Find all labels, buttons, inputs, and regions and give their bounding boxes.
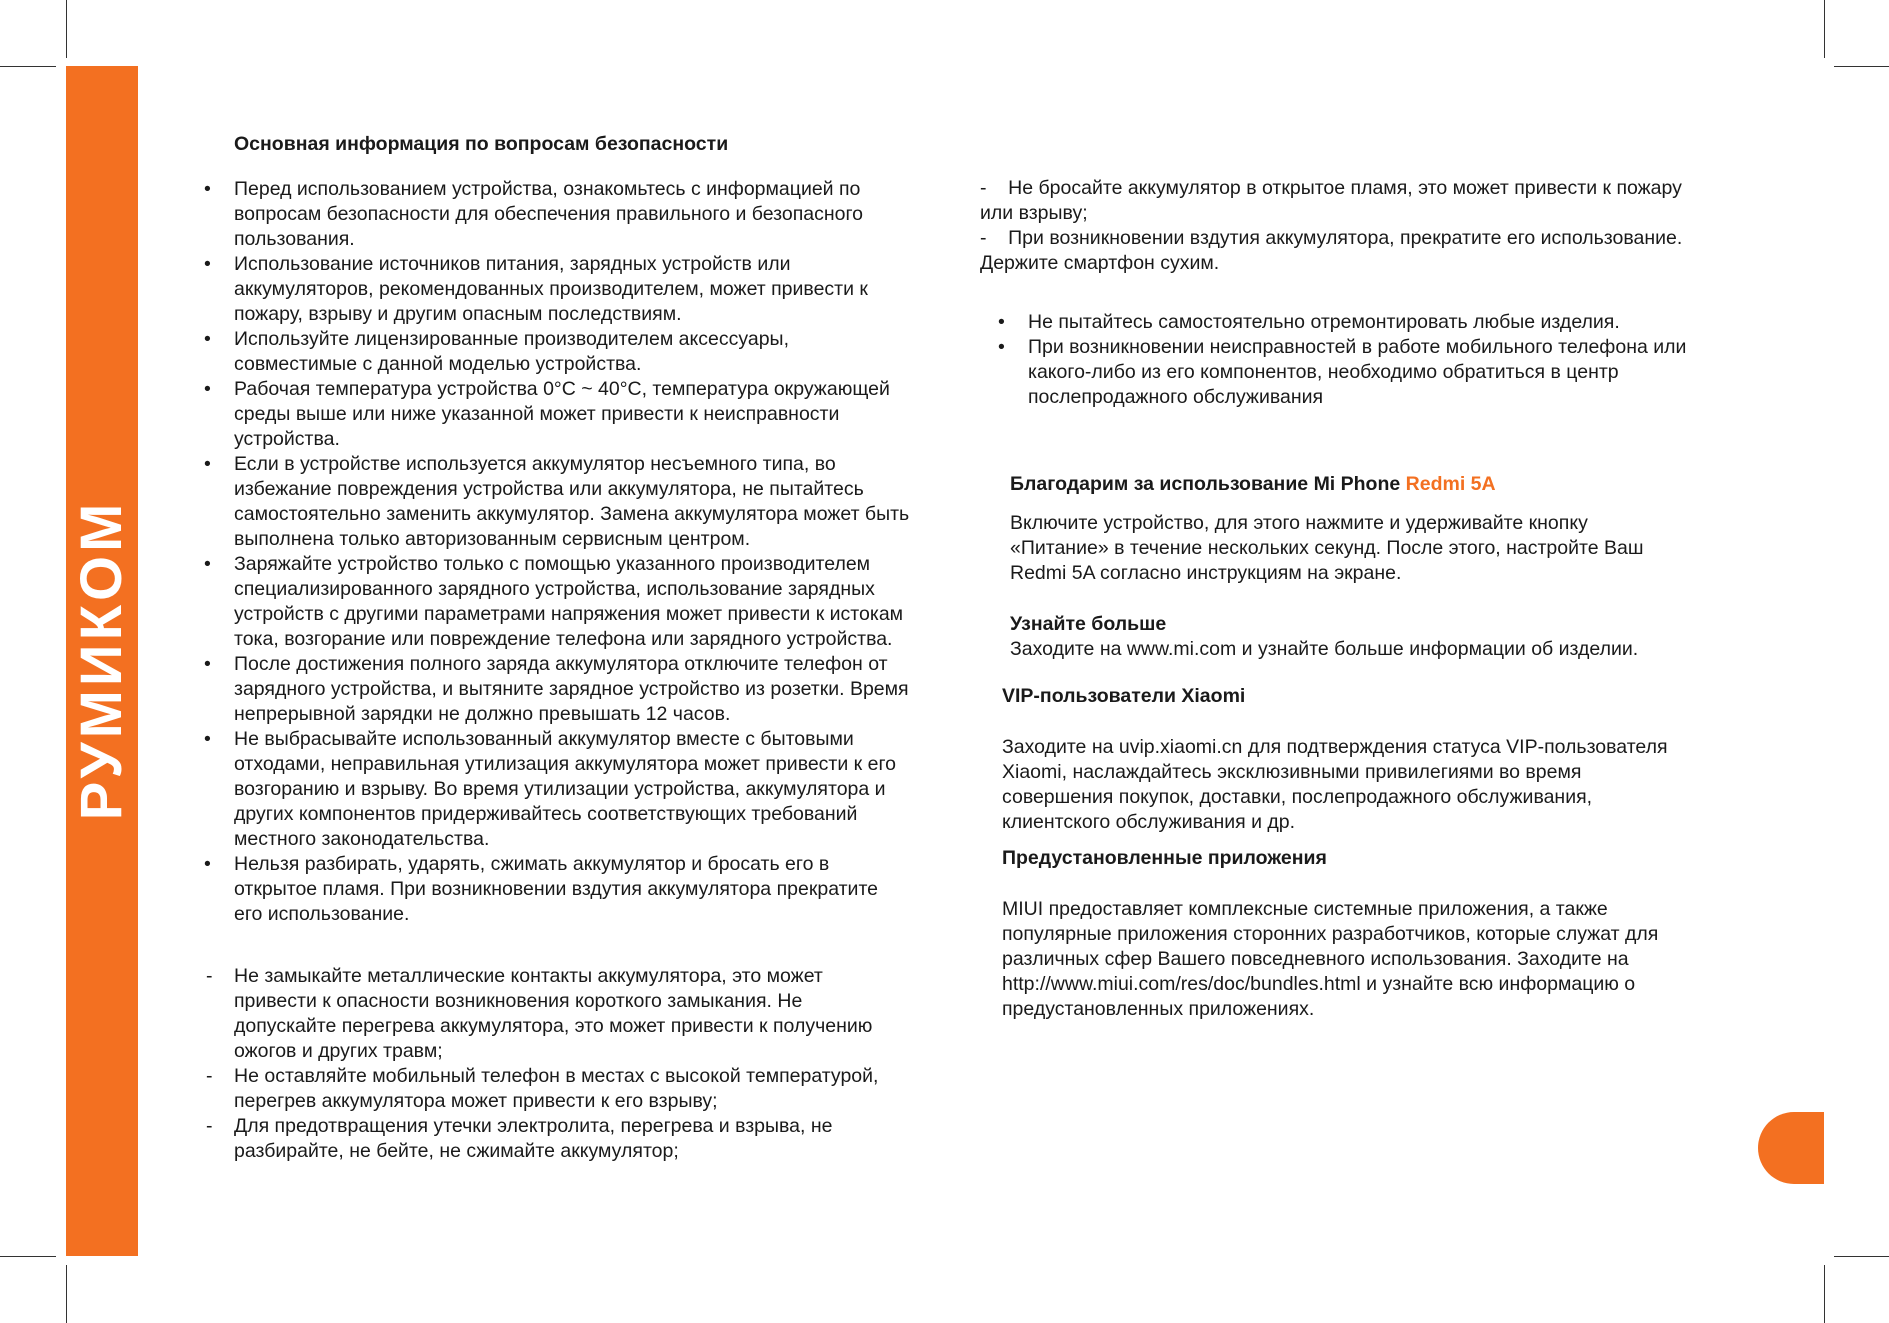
repair-bullet-list bbox=[994, 310, 1694, 410]
brand-logo: РУМИКОМ bbox=[69, 499, 134, 821]
list-item: • Использование источников питания, зарядных устройств или аккумуляторов, рекомендованных производителем, может привести к пожару, взрыву и другим опасным последствиям. bbox=[200, 252, 910, 327]
apps-body: MIUI предоставляет комплексные системные приложения, а также популярные приложения сторонних разработчиков, которые служат для различных сфер Вашего повседневного использования. Заходите на http://www.miui.com/res/doc/bundles.html и узнайте всю информацию о предустановленных приложениях. bbox=[1002, 898, 1659, 1020]
list-item: - Не оставляйте мобильный телефон в местах с высокой температурой, перегрев аккумулятора может привести к его взрыву; bbox=[200, 1064, 910, 1114]
safety-heading: Основная информация по вопросам безопасности bbox=[234, 133, 729, 155]
battery-dash-list bbox=[200, 964, 910, 1164]
left-column bbox=[200, 132, 910, 1164]
list-item: • Нельзя разбирать, ударять, сжимать аккумулятор и бросать его в открытое пламя. При возникновении вздутия аккумулятора прекратите его использование. bbox=[200, 852, 910, 927]
crop-mark bbox=[66, 0, 67, 58]
list-item: • Заряжайте устройство только с помощью указанного производителем специализированного зарядного устройства, использование зарядных устройств с другими параметрами напряжения может привести к истокам тока, возгорание или повреждение телефона или зарядного устройства. bbox=[200, 552, 910, 652]
vip-heading: VIP-пользователи Xiaomi bbox=[1002, 685, 1246, 707]
dash-paragraph: - Не бросайте аккумулятор в открытое пламя, это может привести к пожару или взрыву; bbox=[980, 177, 1688, 224]
vip-block bbox=[1002, 684, 1692, 835]
list-item: • Если в устройстве используется аккумулятор несъемного типа, во избежание повреждения устройства или аккумулятора, не пытайтесь самостоятельно заменить аккумулятор. Замена аккумулятора может быть выполнена только авторизованным сервисным центром. bbox=[200, 452, 910, 552]
crop-mark bbox=[0, 1256, 56, 1257]
learn-more-body: Заходите на www.mi.com и узнайте больше информации об изделии. bbox=[1010, 638, 1639, 660]
crop-mark bbox=[1834, 66, 1889, 67]
crop-mark bbox=[1824, 0, 1825, 58]
crop-mark bbox=[1834, 1256, 1889, 1257]
list-item: • Перед использованием устройства, ознакомьтесь с информацией по вопросам безопасности для обеспечения правильного и безопасного пользования. bbox=[200, 177, 910, 252]
list-item: - Не замыкайте металлические контакты аккумулятора, это может привести к опасности возникновения короткого замыкания. Не допускайте перегрева аккумулятора, это может привести к получению ожогов и других травм; bbox=[200, 964, 910, 1064]
thanks-body: Включите устройство, для этого нажмите и удерживайте кнопку «Питание» в течение нескольких секунд. После этого, настройте Ваш Redmi 5A согласно инструкциям на экране. bbox=[1010, 512, 1644, 584]
thanks-block bbox=[1010, 472, 1690, 662]
list-item: • При возникновении неисправностей в работе мобильного телефона или какого-либо из его компонентов, необходимо обратиться в центр послепродажного обслуживания bbox=[994, 335, 1694, 410]
vip-body: Заходите на uvip.xiaomi.cn для подтверждения статуса VIP-пользователя Xiaomi, наслаждайтесь эксклюзивными привилегиями во время совершения покупок, доставки, послепродажного обслуживания, клиентского обслуживания и др. bbox=[1002, 736, 1668, 833]
list-item: • Рабочая температура устройства 0°C ~ 40°C, температура окружающей среды выше или ниже указанной может привести к неисправности устройства. bbox=[200, 377, 910, 452]
crop-mark bbox=[66, 1265, 67, 1323]
model-name: Redmi 5A bbox=[1405, 473, 1496, 495]
apps-heading: Предустановленные приложения bbox=[1002, 847, 1327, 869]
thanks-heading-text: Благодарим за использование Mi Phone bbox=[1010, 473, 1401, 495]
right-dash-block bbox=[980, 176, 1690, 276]
page-tab-marker bbox=[1758, 1112, 1824, 1184]
thanks-heading bbox=[1010, 472, 1690, 497]
list-item: • Не выбрасывайте использованный аккумулятор вместе с бытовыми отходами, неправильная утилизация аккумулятора может привести к его возгоранию и взрыву. Во время утилизации устройства, аккумулятора и других компонентов придерживайтесь соответствующих требований местного законодательства. bbox=[200, 727, 910, 852]
learn-more-heading: Узнайте больше bbox=[1010, 613, 1167, 635]
apps-block bbox=[1002, 846, 1692, 1022]
list-item: • Используйте лицензированные производителем аксессуары, совместимые с данной моделью устройства. bbox=[200, 327, 910, 377]
list-item: • Не пытайтесь самостоятельно отремонтировать любые изделия. bbox=[994, 310, 1694, 335]
crop-mark bbox=[0, 66, 56, 67]
dash-paragraph: - При возникновении вздутия аккумулятора, прекратите его использование. Держите смартфон сухим. bbox=[980, 227, 1688, 274]
list-item: • После достижения полного заряда аккумулятора отключите телефон от зарядного устройства, и вытяните зарядное устройство из розетки. Время непрерывной зарядки не должно превышать 12 часов. bbox=[200, 652, 910, 727]
crop-mark bbox=[1824, 1265, 1825, 1323]
right-bullet-block bbox=[994, 310, 1694, 410]
list-item: - Для предотвращения утечки электролита, перегрева и взрыва, не разбирайте, не бейте, не сжимайте аккумулятор; bbox=[200, 1114, 910, 1164]
safety-bullet-list bbox=[200, 177, 910, 927]
